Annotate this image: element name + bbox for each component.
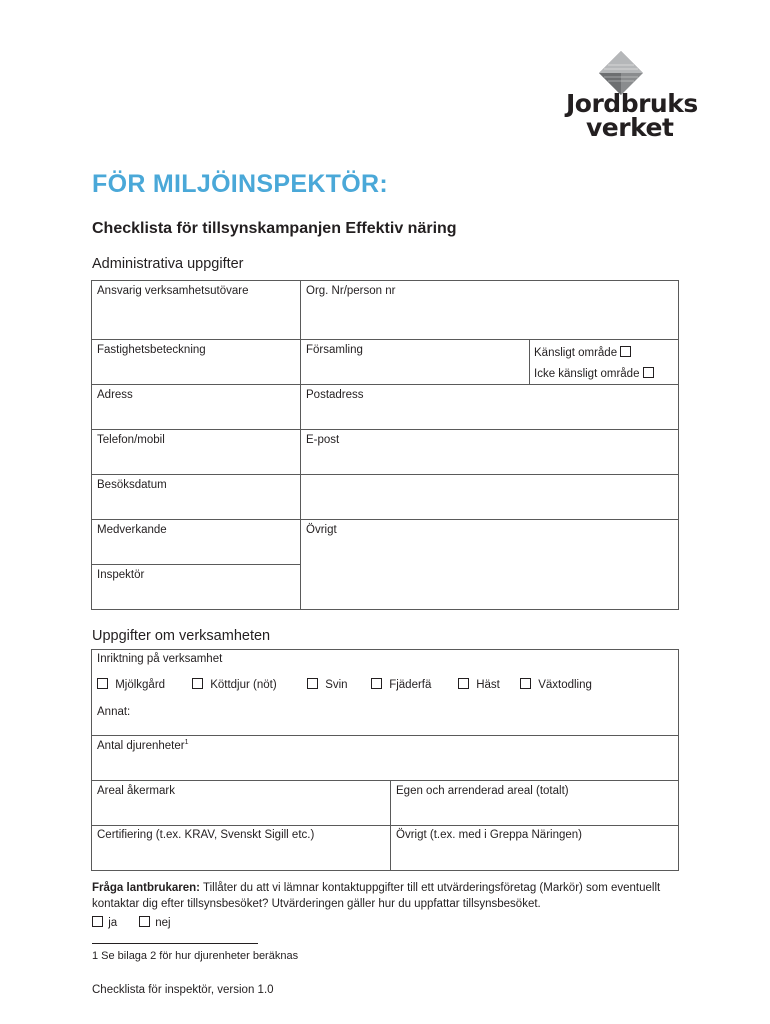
icke-kansligt-label: Icke känsligt område <box>534 368 640 380</box>
question-lead: Fråga lantbrukaren: <box>92 882 200 894</box>
verksamhet-col-divider <box>390 780 391 871</box>
verksamhet-section-title: Uppgifter om verksamheten <box>92 628 271 644</box>
no-label: nej <box>155 917 171 929</box>
inriktning-label: Inriktning på verksamhet <box>97 653 223 665</box>
icke-kansligt-omrade-option[interactable] <box>534 367 654 380</box>
admin-divider <box>91 564 301 565</box>
field-ovrigt[interactable]: Övrigt <box>306 524 337 536</box>
yes-label: ja <box>108 917 118 929</box>
field-telefon[interactable]: Telefon/mobil <box>97 434 165 446</box>
answer-yes[interactable] <box>92 916 117 929</box>
antal-djurenheter-label: Antal djurenheter <box>97 739 185 752</box>
admin-section-title: Administrativa uppgifter <box>92 256 244 272</box>
field-orgnr[interactable]: Org. Nr/person nr <box>306 285 396 297</box>
field-egen-areal[interactable]: Egen och arrenderad areal (totalt) <box>396 785 569 797</box>
verksamhet-divider <box>91 735 679 736</box>
mjolkgard-checkbox[interactable] <box>97 678 108 689</box>
logo-line-2: verket <box>586 113 674 142</box>
vaxtodling-label: Växtodling <box>538 679 592 691</box>
question-body: Tillåter du att vi lämnar kontaktuppgifter till ett utvärderingsföretag (Markör) som eventuellt kontaktar dig efter tillsynsbesöket? Utvärderingen gäller hur du uppfattar tillsynsbesöket. <box>92 882 661 910</box>
admin-col-divider <box>300 280 301 610</box>
admin-divider <box>91 519 679 520</box>
field-medverkande[interactable]: Medverkande <box>97 524 167 536</box>
fjaderfa-checkbox[interactable] <box>371 678 382 689</box>
verksamhet-divider <box>91 780 679 781</box>
admin-table <box>91 280 679 610</box>
page-subtitle: Checklista för tillsynskampanjen Effektiv näring <box>92 220 457 237</box>
field-adress[interactable]: Adress <box>97 389 133 401</box>
admin-divider <box>91 339 679 340</box>
kansligt-omrade-option[interactable] <box>534 346 631 359</box>
admin-col-divider <box>529 339 530 384</box>
fjaderfa-label: Fjäderfä <box>389 679 432 691</box>
footnote-ref: 1 <box>184 739 189 746</box>
field-ovrigt-greppa[interactable]: Övrigt (t.ex. med i Greppa Näringen) <box>396 829 582 841</box>
admin-divider <box>91 384 679 385</box>
option-vaxtodling[interactable] <box>520 678 592 691</box>
option-svin[interactable] <box>307 678 348 691</box>
jordbruksverket-logo <box>560 50 698 142</box>
kansligt-label: Känsligt område <box>534 347 618 359</box>
field-besoksdatum[interactable]: Besöksdatum <box>97 479 167 491</box>
svin-label: Svin <box>325 679 348 691</box>
yes-checkbox[interactable] <box>92 916 103 927</box>
kansligt-checkbox[interactable] <box>620 346 631 357</box>
hast-checkbox[interactable] <box>458 678 469 689</box>
mjolkgard-label: Mjölkgård <box>115 679 166 691</box>
footnote: 1 Se bilaga 2 för hur djurenheter beräknas <box>92 950 299 962</box>
icke-kansligt-checkbox[interactable] <box>643 367 654 378</box>
option-kottdjur[interactable] <box>192 678 277 691</box>
admin-divider <box>91 474 679 475</box>
logo-line-1: Jordbruks <box>566 89 698 118</box>
field-certifiering[interactable]: Certifiering (t.ex. KRAV, Svenskt Sigill etc.) <box>97 829 315 841</box>
option-hast[interactable] <box>458 678 500 691</box>
footnote-separator <box>92 943 258 944</box>
page-title: FÖR MILJÖINSPEKTÖR: <box>92 170 388 198</box>
kottdjur-label: Köttdjur (nöt) <box>210 679 277 691</box>
answer-no[interactable] <box>139 916 171 929</box>
field-epost[interactable]: E-post <box>306 434 340 446</box>
hast-label: Häst <box>476 679 500 691</box>
verksamhet-divider <box>91 825 679 826</box>
page-footer: Checklista för inspektör, version 1.0 <box>92 984 274 996</box>
field-annat[interactable]: Annat: <box>97 706 131 718</box>
vaxtodling-checkbox[interactable] <box>520 678 531 689</box>
logo-text <box>566 89 698 142</box>
field-fastighet[interactable]: Fastighetsbeteckning <box>97 344 206 356</box>
option-mjolkgard[interactable] <box>97 678 165 691</box>
field-inspektor[interactable]: Inspektör <box>97 569 145 581</box>
question-text <box>92 880 682 912</box>
field-forsamling[interactable]: Församling <box>306 344 363 356</box>
svin-checkbox[interactable] <box>307 678 318 689</box>
field-antal-djurenheter[interactable] <box>97 739 189 752</box>
no-checkbox[interactable] <box>139 916 150 927</box>
field-areal[interactable]: Areal åkermark <box>97 785 175 797</box>
option-fjaderfa[interactable] <box>371 678 431 691</box>
admin-divider <box>91 429 679 430</box>
kottdjur-checkbox[interactable] <box>192 678 203 689</box>
field-ansvarig[interactable]: Ansvarig verksamhetsutövare <box>97 285 249 297</box>
field-postadress[interactable]: Postadress <box>306 389 364 401</box>
